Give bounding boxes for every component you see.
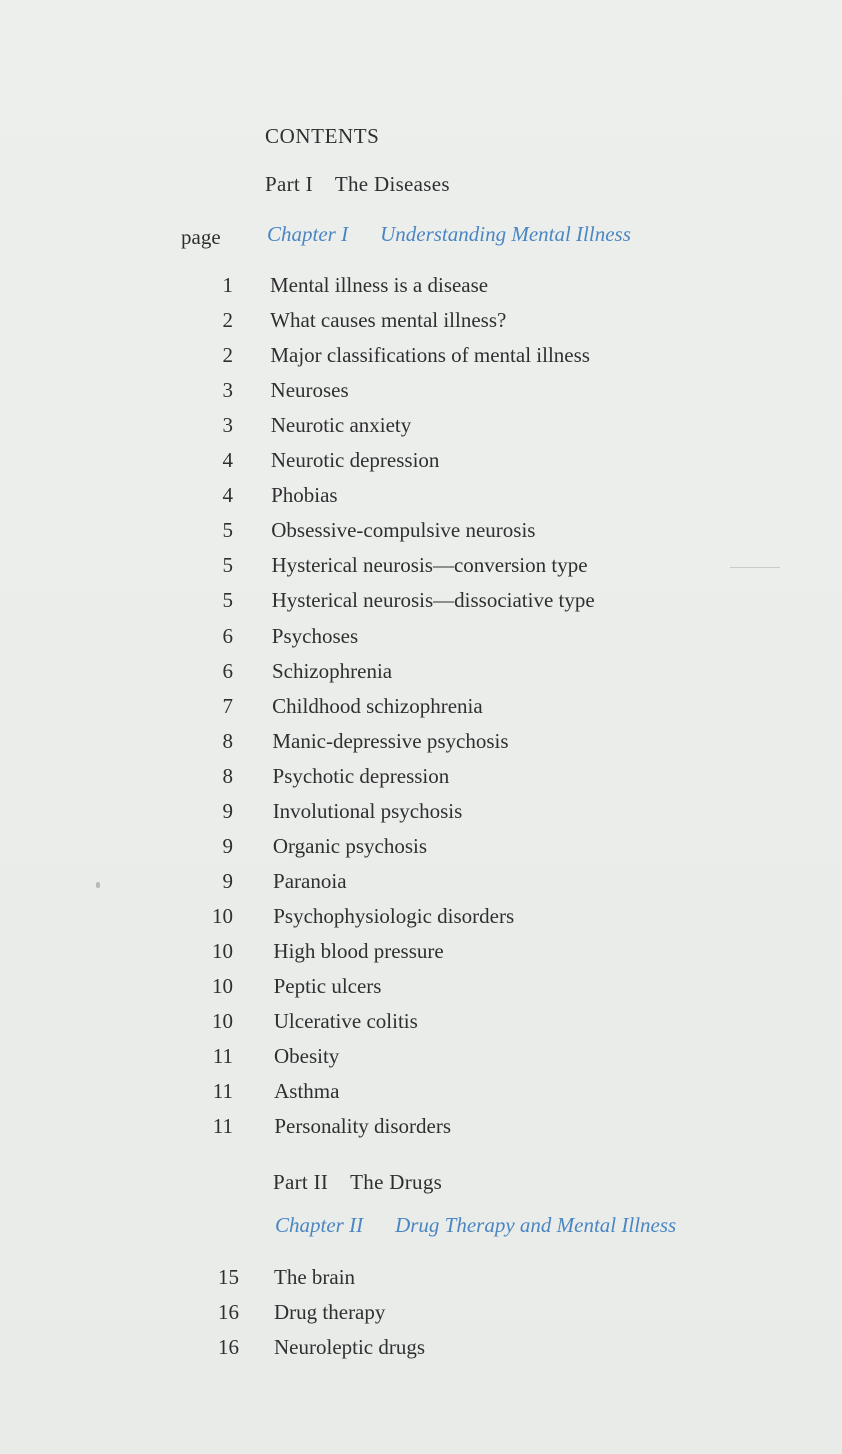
toc-entry (0, 764, 842, 794)
toc-page-number: 9 (222, 798, 233, 823)
toc-entry (0, 378, 842, 408)
toc-entry (0, 483, 842, 513)
toc-page-number: 6 (222, 658, 233, 683)
toc-entry-title: Paranoia (273, 868, 347, 893)
toc-page-number: 9 (222, 868, 233, 893)
toc-page-number: 5 (222, 553, 233, 578)
toc-entry (0, 974, 842, 1004)
toc-entry (0, 1265, 842, 1295)
toc-entry-title: Neuroleptic drugs (274, 1335, 426, 1359)
toc-entry (0, 624, 842, 654)
toc-page-number: 5 (222, 588, 233, 613)
part-label: Part I (265, 172, 313, 196)
toc-entry (0, 939, 842, 969)
toc-entry-title: Phobias (271, 483, 338, 508)
toc-entry-title: Peptic ulcers (273, 974, 382, 998)
toc-page-number: 16 (218, 1300, 239, 1324)
toc-entry (0, 448, 842, 478)
toc-entry-title: Neurotic anxiety (270, 413, 412, 438)
toc-entry (0, 1114, 842, 1144)
toc-entry-title: Psychoses (271, 623, 359, 648)
part-title: The Diseases (334, 172, 450, 196)
toc-entry (0, 308, 842, 338)
toc-entry (0, 834, 842, 864)
toc-entry-title: Involutional psychosis (272, 798, 463, 823)
part-title: The Drugs (350, 1170, 443, 1194)
toc-page-number: 8 (222, 728, 233, 753)
toc-page-number: 1 (222, 273, 233, 297)
chapter-heading-1 (267, 222, 631, 247)
toc-page-number: 7 (222, 693, 233, 718)
toc-entry (0, 694, 842, 724)
toc-entry-title: Schizophrenia (271, 658, 393, 683)
chapter-label: Chapter I (267, 222, 349, 246)
toc-page-number: 10 (212, 903, 233, 928)
toc-entry (0, 1079, 842, 1109)
toc-entry-title: Ulcerative colitis (273, 1009, 418, 1034)
toc-entry-title: Hysterical neurosis—dissociative type (271, 588, 595, 613)
contents-heading: CONTENTS (265, 124, 380, 148)
toc-entry-title: Hysterical neurosis—conversion type (271, 553, 588, 578)
toc-entry-title: Obsessive-compulsive neurosis (271, 518, 536, 543)
chapter-label: Chapter II (275, 1213, 364, 1237)
toc-entry-title: Manic-depressive psychosis (272, 728, 509, 753)
toc-page-number: 2 (222, 308, 233, 333)
chapter-title: Drug Therapy and Mental Illness (395, 1213, 677, 1237)
toc-page-number: 15 (218, 1265, 239, 1289)
toc-entry-title: The brain (274, 1265, 356, 1289)
toc-entry (0, 869, 842, 899)
toc-entry-title: Obesity (273, 1044, 340, 1069)
toc-entry-title: Mental illness is a disease (270, 273, 489, 297)
page-column-label: page (181, 225, 221, 249)
toc-page-number: 10 (212, 938, 233, 963)
toc-page-number: 10 (212, 1009, 233, 1034)
toc-entry (0, 553, 842, 583)
toc-page-number: 2 (222, 343, 233, 368)
chapter-heading-2 (275, 1213, 676, 1238)
toc-entry-title: Organic psychosis (272, 833, 428, 858)
toc-entry-title: Personality disorders (274, 1114, 452, 1139)
part-label: Part II (273, 1170, 329, 1194)
toc-page-number: 11 (212, 1079, 233, 1104)
toc-entry (0, 729, 842, 759)
toc-entry (0, 659, 842, 689)
part-heading-2 (273, 1170, 442, 1195)
part-heading-1 (265, 172, 450, 197)
toc-entry-title: Neuroses (270, 378, 349, 403)
toc-entry-title: Psychophysiologic disorders (273, 903, 515, 928)
toc-page-number: 4 (222, 448, 233, 473)
toc-page-number: 6 (222, 623, 233, 648)
toc-entry (0, 588, 842, 618)
toc-page-number: 16 (218, 1335, 239, 1359)
toc-entry-title: Asthma (274, 1079, 340, 1104)
toc-page-number: 10 (212, 974, 233, 998)
toc-entry-title: Neurotic depression (270, 448, 440, 473)
toc-page-number: 4 (222, 483, 233, 508)
paper-speck (96, 882, 100, 888)
toc-entry (0, 1044, 842, 1074)
toc-page-number: 9 (222, 833, 233, 858)
toc-entry (0, 799, 842, 829)
toc-entry (0, 904, 842, 934)
toc-entry-title: Drug therapy (274, 1300, 386, 1324)
toc-entry-title: High blood pressure (273, 938, 444, 963)
toc-entry (0, 1335, 842, 1365)
toc-page-number: 5 (222, 518, 233, 543)
toc-page-number: 3 (222, 413, 233, 438)
toc-entry (0, 343, 842, 373)
toc-entry (0, 413, 842, 443)
margin-mark (730, 567, 780, 568)
toc-entry (0, 1009, 842, 1039)
toc-entry (0, 273, 842, 303)
toc-entry-title: What causes mental illness? (270, 308, 507, 333)
chapter-title: Understanding Mental Illness (380, 222, 631, 246)
toc-entry-title: Major classifications of mental illness (270, 343, 590, 368)
toc-entry-title: Psychotic depression (272, 763, 450, 788)
toc-entry (0, 518, 842, 548)
toc-page-number: 8 (222, 763, 233, 788)
toc-entry-title: Childhood schizophrenia (272, 693, 483, 718)
toc-entry (0, 1300, 842, 1330)
toc-page-number: 11 (212, 1114, 233, 1139)
toc-page-number: 3 (222, 378, 233, 403)
toc-page-number: 11 (212, 1044, 233, 1069)
